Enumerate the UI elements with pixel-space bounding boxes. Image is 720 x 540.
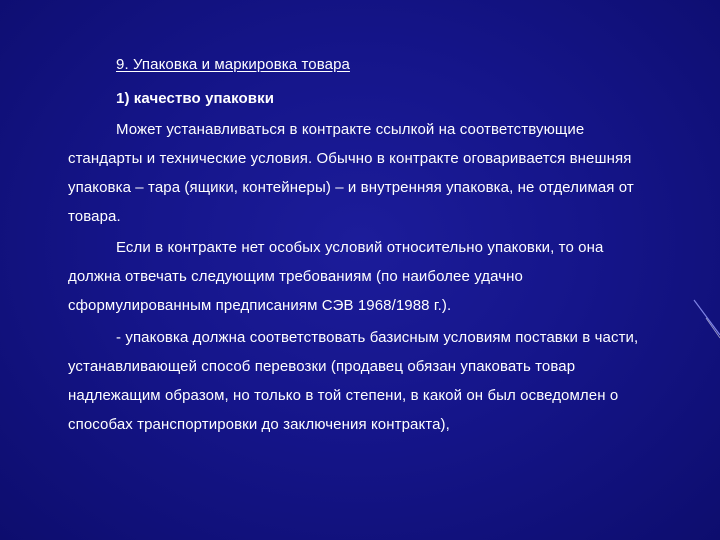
slide-heading: 9. Упаковка и маркировка товара <box>116 56 350 73</box>
paragraph3-line2: устанавливающей способ перевозки (продавец обязан упаковать товар <box>68 358 576 375</box>
paragraph3-line3: надлежащим образом, но только в той степени, в какой он был осведомлен о <box>68 387 619 404</box>
paragraph1-line3: упаковка – тара (ящики, контейнеры) – и внутренняя упаковка, не отделимая от <box>68 179 634 196</box>
slide-subheading: 1) качество упаковки <box>116 90 275 107</box>
paragraph3-line4: способах транспортировки до заключения контракта), <box>68 416 450 433</box>
paragraph1-line4: товара. <box>68 208 121 225</box>
paragraph1-line2: стандарты и технические условия. Обычно в контракте оговаривается внешняя <box>68 150 632 167</box>
paragraph2-line2: должна отвечать следующим требованиям (по наиболее удачно <box>68 268 523 285</box>
paragraph3-line1: - упаковка должна соответствовать базисным условиям поставки в части, <box>116 329 639 346</box>
paragraph2-line3: сформулированным предписаниям СЭВ 1968/1988 г.). <box>68 297 452 314</box>
paragraph1-line1: Может устанавливаться в контракте ссылкой на соответствующие <box>116 121 585 138</box>
paragraph2-line1: Если в контракте нет особых условий относительно упаковки, то она <box>116 239 604 256</box>
